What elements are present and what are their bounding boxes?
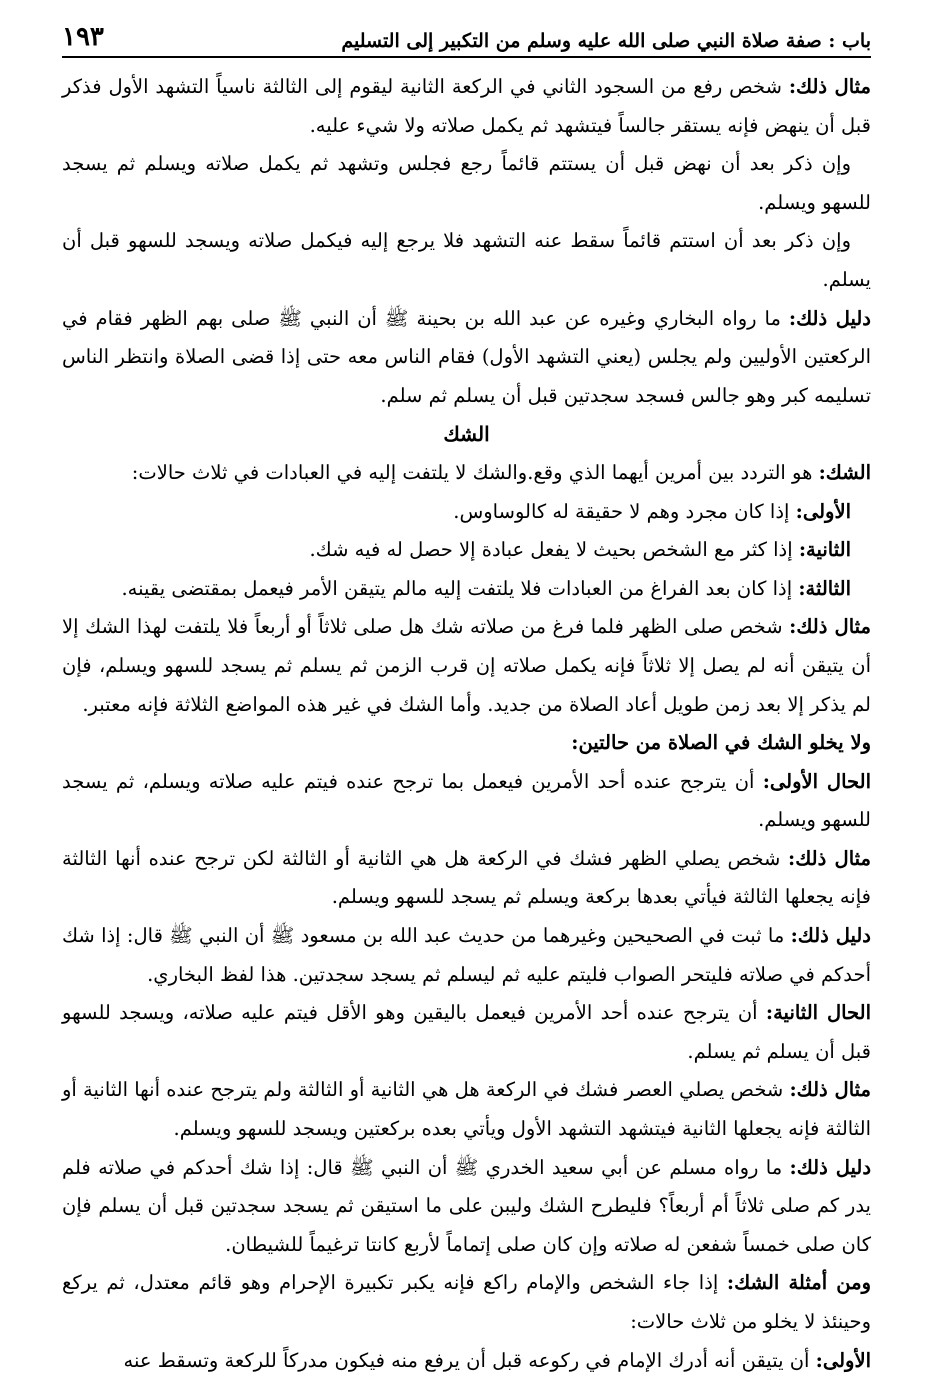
paragraph-text: ما رواه مسلم عن أبي سعيد الخدري ﷺ أن النبي ﷺ قال: إذا شك أحدكم في صلاته فلم يدر كم صلى ثلاثاً أم أربعاً؟ فليطرح الشك وليبن على ما استيقن ثم يسجد سجدتين قبل أن يسلم فإن كان صلى خمساً شفعن له صلاته وإن كان صلى إتماماً لأربع كانتا ترغيماً للشيطان. xyxy=(62,1155,871,1256)
paragraph-lead: مثال ذلك: xyxy=(789,1078,871,1102)
paragraph-lead: دليل ذلك: xyxy=(790,924,871,948)
paragraph xyxy=(62,763,871,840)
paragraph-lead: مثال ذلك: xyxy=(789,615,871,639)
paragraph-text: إذا جاء الشخص والإمام راكع فإنه يكبر تكبيرة الإحرام وهو قائم معتدل، ثم يركع وحينئذ لا يخلو من ثلاث حالات: xyxy=(62,1271,871,1333)
paragraph-text: إذا كان بعد الفراغ من العبادات فلا يلتفت إليه مالم يتيقن الأمر فيعمل بمقتضى يقينه. xyxy=(121,576,799,600)
paragraph-lead: ولا يخلو الشك في الصلاة من حالتين: xyxy=(571,731,871,755)
paragraph xyxy=(62,145,871,222)
paragraph xyxy=(62,300,871,416)
paragraph-text: شخص يصلي الظهر فشك في الركعة هل هي الثانية أو الثالثة لكن ترجح عنده أنها الثالثة فإنه يجعلها الثالثة فيأتي بعدها بركعة ويسلم ثم يسجد للسهو ويسلم. xyxy=(62,846,871,909)
page-number: ١٩٣ xyxy=(62,22,104,52)
paragraph-text: إذا كثر مع الشخص بحيث لا يفعل عبادة إلا حصل له فيه شك. xyxy=(309,538,799,562)
paragraph-lead: الأولى: xyxy=(815,1348,871,1372)
paragraph-lead: دليل ذلك: xyxy=(788,306,871,330)
paragraph-lead: الثانية: xyxy=(798,538,851,562)
page-body xyxy=(62,58,871,1380)
paragraph-lead: الأولى: xyxy=(795,499,851,523)
paragraph xyxy=(62,917,871,994)
paragraph-text: وإن ذكر بعد أن استتم قائماً سقط عنه التشهد فلا يرجع إليه فيكمل صلاته ويسجد للسهو قبل أن يسلم. xyxy=(62,229,871,291)
paragraph xyxy=(62,1264,871,1341)
paragraph-text: هو التردد بين أمرين أيهما الذي وقع.والشك لا يلتفت إليه في العبادات في ثلاث حالات: xyxy=(131,460,819,484)
paragraph-lead: مثال ذلك: xyxy=(788,846,871,870)
paragraph xyxy=(62,454,871,493)
paragraph-text: ما ثبت في الصحيحين وغيرهما من حديث عبد الله بن مسعود ﷺ أن النبي ﷺ قال: إذا شك أحدكم في صلاته فليتحر الصواب فليتم عليه ثم ليسلم ثم يسجد سجدتين. هذا لفظ البخاري. xyxy=(62,924,871,986)
paragraph xyxy=(62,1071,871,1148)
paragraph xyxy=(62,840,871,917)
paragraph-lead: الحال الأولى: xyxy=(762,769,871,793)
paragraph-lead: دليل ذلك: xyxy=(789,1155,872,1179)
running-title: باب : صفة صلاة النبي صلى الله عليه وسلم من التكبير إلى التسليم xyxy=(341,30,871,52)
paragraph-lead: الثالثة: xyxy=(798,576,851,600)
paragraph xyxy=(62,493,871,532)
paragraph-lead: الشك: xyxy=(818,460,871,484)
paragraph xyxy=(62,994,871,1071)
paragraph-text: ما رواه البخاري وغيره عن عبد الله بن بحينة ﷺ أن النبي ﷺ صلى بهم الظهر فقام في الركعتين الأوليين ولم يجلس (يعني التشهد الأول) فقام الناس معه حتى إذا قضى الصلاة وانتظر الناس تسليمه كبر وهو جالس فسجد سجدتين قبل أن يسلم ثم سلم. xyxy=(62,306,871,407)
paragraph-text: أن يترجح عنده أحد الأمرين فيعمل بما ترجح عنده فيتم عليه صلاته ويسلم، ثم يسجد للسهو ويسلم. xyxy=(62,769,871,832)
paragraph xyxy=(62,608,871,724)
paragraph-text: أن يترجح عنده أحد الأمرين فيعمل باليقين وهو الأقل فيتم عليه صلاته، ويسجد للسهو قبل أن يسلم ثم يسلم. xyxy=(62,1001,871,1063)
paragraph xyxy=(62,531,871,570)
section-title: الشك xyxy=(443,422,490,447)
paragraph xyxy=(62,68,871,145)
paragraph-text: شخص يصلي العصر فشك في الركعة هل هي الثانية أو الثالثة ولم يترجح عنده أنها الثانية أو الثالثة فإنه يجعلها الثانية فيتشهد التشهد الأول ويأتي بعده بركعتين ويسجد للسهو ويسلم. xyxy=(62,1078,871,1141)
paragraph-lead: مثال ذلك: xyxy=(788,75,871,98)
paragraph xyxy=(62,570,871,609)
paragraph xyxy=(62,1342,871,1380)
paragraph-text: إذا كان مجرد وهم لا حقيقة له كالوساوس. xyxy=(453,499,796,523)
paragraph xyxy=(62,222,871,299)
paragraph-text: أن يتيقن أنه أدرك الإمام في ركوعه قبل أن يرفع منه فيكون مدركاً للركعة وتسقط عنه xyxy=(123,1348,816,1372)
paragraph-text: وإن ذكر بعد أن نهض قبل أن يستتم قائماً رجع فجلس وتشهد ثم يكمل صلاته ويسلم ثم يسجد للسهو ويسلم. xyxy=(62,152,871,214)
paragraph-lead: ومن أمثلة الشك: xyxy=(726,1271,871,1295)
paragraph-text: شخص صلى الظهر فلما فرغ من صلاته شك هل صلى ثلاثاً أو أربعاً فلا يلتفت لهذا الشك إلا أن يتيقن أنه لم يصل إلا ثلاثاً فإنه يكمل صلاته إن قرب الزمن ثم يسلم ثم يسجد للسهو ويسلم، فإن لم يذكر إلا بعد زمن طويل أعاد الصلاة من جديد. وأما الشك في غير هذه المواضع الثلاثة فإنه معتبر. xyxy=(62,615,871,716)
paragraph xyxy=(62,724,871,763)
paragraph-text: شخص رفع من السجود الثاني في الركعة الثانية ليقوم إلى الثالثة ناسياً التشهد الأول فذكر قبل أن ينهض فإنه يستقر جالساً فيتشهد ثم يكمل صلاته ولا شيء عليه. xyxy=(62,75,871,137)
page-header xyxy=(62,0,871,58)
paragraph-lead: الحال الثانية: xyxy=(765,1001,871,1025)
paragraph xyxy=(62,1149,871,1265)
